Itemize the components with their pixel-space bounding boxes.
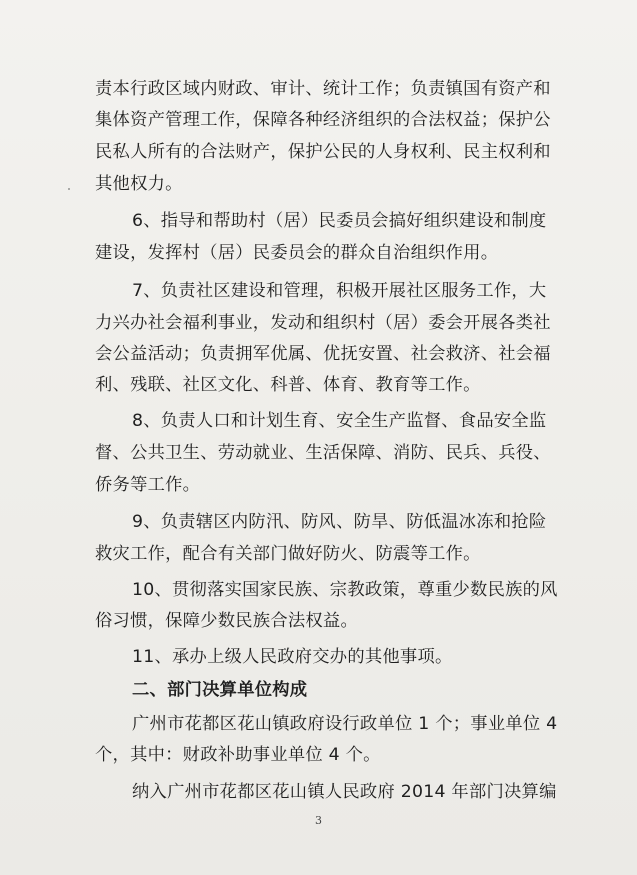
line-text: 纳入广州市花都区花山镇人民政府 2014 年部门决算编 xyxy=(132,782,557,802)
line-text: 11、承办上级人民政府交办的其他事项。 xyxy=(132,647,453,667)
paragraph-line xyxy=(0,77,637,101)
paragraph-line xyxy=(0,342,637,366)
paragraph-line xyxy=(0,409,637,433)
line-text: 广州市花都区花山镇政府设行政单位 1 个；事业单位 4 xyxy=(132,714,558,734)
line-text: 会公益活动；负责拥军优属、优抚安置、社会救济、社会福 xyxy=(95,344,551,364)
paragraph-line xyxy=(0,473,637,497)
paragraph-line xyxy=(0,241,637,265)
paragraph-line xyxy=(0,441,637,465)
paragraph-line xyxy=(0,140,637,164)
line-text: 集体资产管理工作，保障各种经济组织的合法权益；保护公 xyxy=(95,110,551,130)
paragraph-line xyxy=(0,743,637,767)
paragraph-line xyxy=(0,209,637,233)
line-text: 民私人所有的合法财产，保护公民的人身权利、民主权利和 xyxy=(95,142,551,162)
line-text: 7、负责社区建设和管理，积极开展社区服务工作，大 xyxy=(132,281,547,301)
line-text: 个，其中：财政补助事业单位 4 个。 xyxy=(95,745,381,765)
line-text: 责本行政区域内财政、审计、统计工作；负责镇国有资产和 xyxy=(95,79,551,99)
line-text: 其他权力。 xyxy=(95,174,183,194)
paragraph-line xyxy=(0,542,637,566)
paragraph-line xyxy=(0,172,637,196)
paragraph-line xyxy=(0,373,637,397)
paragraph-line xyxy=(0,645,637,669)
paragraph-line xyxy=(0,712,637,736)
line-text: 6、指导和帮助村（居）民委员会搞好组织建设和制度 xyxy=(132,211,547,231)
line-text: 10、贯彻落实国家民族、宗教政策，尊重少数民族的风 xyxy=(132,580,558,600)
paragraph-line xyxy=(0,609,637,633)
paragraph-line xyxy=(0,279,637,303)
paragraph-line xyxy=(0,510,637,534)
paragraph-line xyxy=(0,780,637,804)
line-text: 俗习惯，保障少数民族合法权益。 xyxy=(95,611,358,631)
line-text: 力兴办社会福利事业，发动和组织村（居）委会开展各类社 xyxy=(95,313,551,333)
line-text: 8、负责人口和计划生育、安全生产监督、食品安全监 xyxy=(132,411,547,431)
paragraph-line xyxy=(0,311,637,335)
paragraph-line xyxy=(0,108,637,132)
paragraph-line xyxy=(0,578,637,602)
line-text: 建设，发挥村（居）民委员会的群众自治组织作用。 xyxy=(95,243,499,263)
page-number: 3 xyxy=(315,814,322,827)
heading-text: 二、部门决算单位构成 xyxy=(132,680,308,700)
section-heading xyxy=(0,678,637,702)
line-text: 9、负责辖区内防汛、防风、防旱、防低温冰冻和抢险 xyxy=(132,512,547,532)
scan-speck xyxy=(68,188,70,190)
line-text: 利、残联、社区文化、科普、体育、教育等工作。 xyxy=(95,375,481,395)
line-text: 督、公共卫生、劳动就业、生活保障、消防、民兵、兵役、 xyxy=(95,443,551,463)
line-text: 侨务等工作。 xyxy=(95,475,201,495)
line-text: 救灾工作，配合有关部门做好防火、防震等工作。 xyxy=(95,544,481,564)
